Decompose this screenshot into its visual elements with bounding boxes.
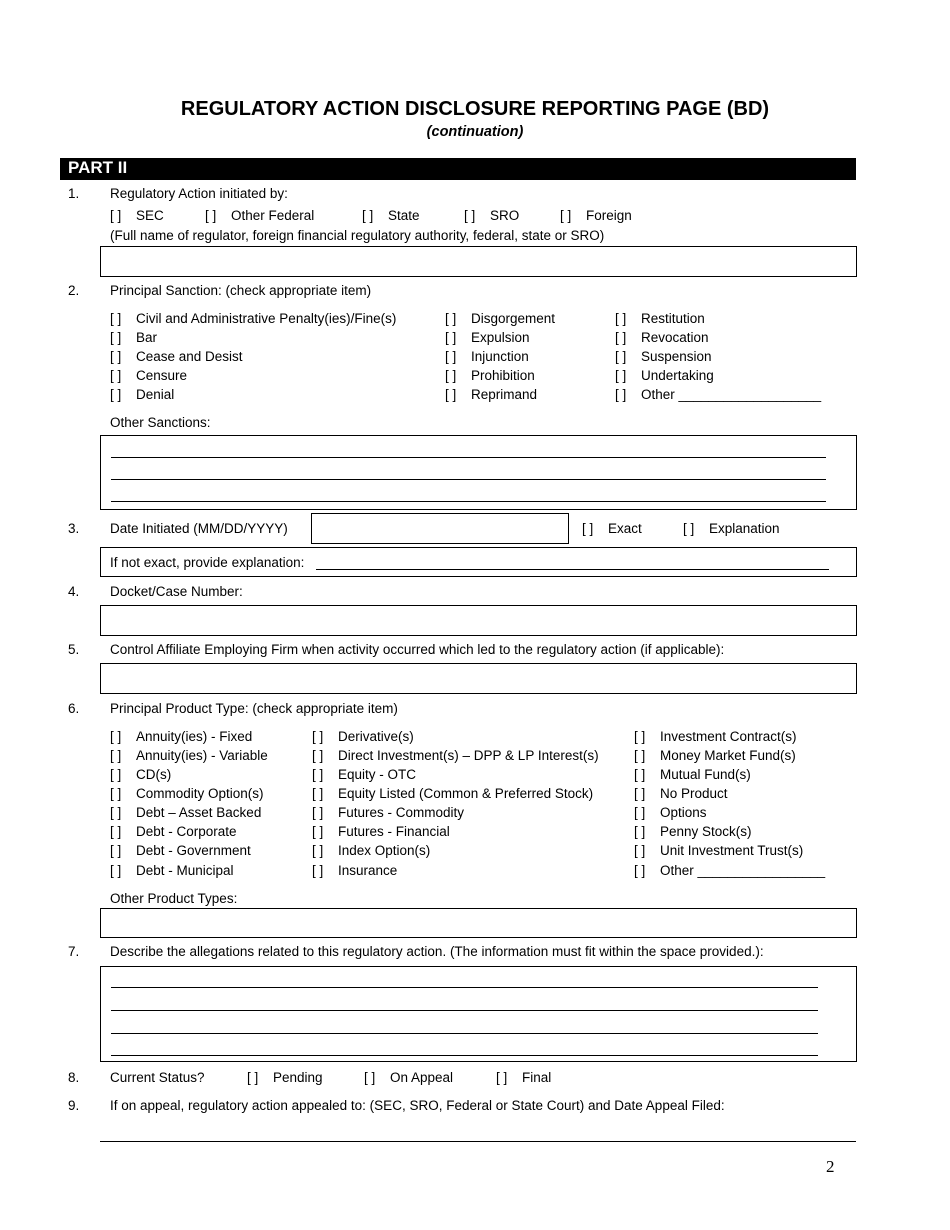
sanction-option-other[interactable]: [ ] Other ___________________ xyxy=(615,387,822,402)
product-option[interactable]: [ ] Penny Stock(s) xyxy=(634,824,752,839)
page-number: 2 xyxy=(826,1157,835,1176)
item-number: 2. xyxy=(68,283,80,298)
item-number: 6. xyxy=(68,701,80,716)
item-number: 8. xyxy=(68,1070,80,1085)
writing-line xyxy=(111,1055,818,1056)
section-header: PART II xyxy=(60,158,856,178)
item-number: 3. xyxy=(68,521,80,536)
sanction-option[interactable]: [ ] Cease and Desist xyxy=(110,349,243,364)
date-explanation-field[interactable] xyxy=(100,547,857,577)
product-option[interactable]: [ ] Annuity(ies) - Fixed xyxy=(110,729,253,744)
writing-line xyxy=(111,457,826,458)
product-option[interactable]: [ ] Money Market Fund(s) xyxy=(634,748,796,763)
sanction-option[interactable]: [ ] Revocation xyxy=(615,330,709,345)
other-sanctions-field[interactable] xyxy=(100,435,857,510)
writing-line xyxy=(111,501,826,502)
q1-option-state[interactable]: [ ] State xyxy=(362,208,420,223)
item-number: 4. xyxy=(68,584,80,599)
q5-label: Control Affiliate Employing Firm when activity occurred which led to the regulatory action (if applicable): xyxy=(110,642,725,657)
checkbox[interactable]: [ ] xyxy=(560,208,572,223)
product-option[interactable]: [ ] Investment Contract(s) xyxy=(634,729,797,744)
product-option[interactable]: [ ] Equity Listed (Common & Preferred Stock) xyxy=(312,786,594,801)
q1-option-sec[interactable]: [ ] SEC xyxy=(110,208,164,223)
product-option[interactable]: [ ] Commodity Option(s) xyxy=(110,786,264,801)
sanction-option[interactable]: [ ] Denial xyxy=(110,387,175,402)
product-option[interactable]: [ ] Debt - Municipal xyxy=(110,863,234,878)
footer-divider xyxy=(100,1141,856,1142)
product-option[interactable]: [ ] Options xyxy=(634,805,707,820)
q7-label: Describe the allegations related to this regulatory action. (The information must fit within the space provided.): xyxy=(110,944,764,959)
checkbox[interactable]: [ ] xyxy=(205,208,217,223)
docket-number-field[interactable] xyxy=(100,605,857,636)
q9-label: If on appeal, regulatory action appealed to: (SEC, SRO, Federal or State Court) and Date Appeal Filed: xyxy=(110,1098,725,1113)
sanction-option[interactable]: [ ] Undertaking xyxy=(615,368,714,383)
section-divider xyxy=(60,178,856,180)
date-explanation-option[interactable]: [ ] Explanation xyxy=(683,521,780,536)
q1-option-foreign[interactable]: [ ] Foreign xyxy=(560,208,632,223)
writing-line xyxy=(111,479,826,480)
product-option[interactable]: [ ] Insurance xyxy=(312,863,398,878)
writing-line xyxy=(111,1010,818,1011)
sanction-option[interactable]: [ ] Expulsion xyxy=(445,330,530,345)
product-option[interactable]: [ ] Debt – Asset Backed xyxy=(110,805,262,820)
regulator-name-field[interactable] xyxy=(100,246,857,277)
q8-label: Current Status? xyxy=(110,1070,205,1085)
status-on-appeal-option[interactable]: [ ] On Appeal xyxy=(364,1070,454,1085)
control-affiliate-field[interactable] xyxy=(100,663,857,694)
product-option[interactable]: [ ] Mutual Fund(s) xyxy=(634,767,751,782)
sanction-option[interactable]: [ ] Restitution xyxy=(615,311,705,326)
other-products-label: Other Product Types: xyxy=(110,891,238,906)
sanction-option[interactable]: [ ] Suspension xyxy=(615,349,712,364)
sanction-option[interactable]: [ ] Reprimand xyxy=(445,387,538,402)
product-option[interactable]: [ ] CD(s) xyxy=(110,767,172,782)
sanction-option[interactable]: [ ] Civil and Administrative Penalty(ies)/Fine(s) xyxy=(110,311,397,326)
checkbox[interactable]: [ ] xyxy=(362,208,374,223)
q1-option-other-federal[interactable]: [ ] Other Federal xyxy=(205,208,315,223)
product-option[interactable]: [ ] Debt - Government xyxy=(110,843,251,858)
date-initiated-field[interactable] xyxy=(311,513,569,544)
product-option[interactable]: [ ] Equity - OTC xyxy=(312,767,417,782)
checkbox[interactable]: [ ] xyxy=(110,208,122,223)
checkbox[interactable]: [ ] xyxy=(464,208,476,223)
product-option[interactable]: [ ] Debt - Corporate xyxy=(110,824,237,839)
product-option[interactable]: [ ] Direct Investment(s) – DPP & LP Interest(s) xyxy=(312,748,599,763)
item-number: 5. xyxy=(68,642,80,657)
q2-label: Principal Sanction: (check appropriate item) xyxy=(110,283,372,298)
date-explanation-label: If not exact, provide explanation: xyxy=(110,555,305,570)
q4-label: Docket/Case Number: xyxy=(110,584,243,599)
sanction-option[interactable]: [ ] Prohibition xyxy=(445,368,535,383)
sanction-option[interactable]: [ ] Injunction xyxy=(445,349,529,364)
writing-line xyxy=(316,569,829,570)
product-option[interactable]: [ ] Futures - Financial xyxy=(312,824,450,839)
item-number: 7. xyxy=(68,944,80,959)
page-title: REGULATORY ACTION DISCLOSURE REPORTING PAGE (BD) xyxy=(180,98,770,120)
product-option[interactable]: [ ] Futures - Commodity xyxy=(312,805,465,820)
product-option[interactable]: [ ] No Product xyxy=(634,786,728,801)
sanction-option[interactable]: [ ] Disgorgement xyxy=(445,311,556,326)
q1-option-sro[interactable]: [ ] SRO xyxy=(464,208,520,223)
status-pending-option[interactable]: [ ] Pending xyxy=(247,1070,323,1085)
page-subtitle: (continuation) xyxy=(426,124,524,140)
q1-label: Regulatory Action initiated by: xyxy=(110,186,288,201)
writing-line xyxy=(111,987,818,988)
product-option-other[interactable]: [ ] Other _________________ xyxy=(634,863,826,878)
allegations-field[interactable] xyxy=(100,966,857,1062)
sanction-option[interactable]: [ ] Bar xyxy=(110,330,158,345)
q3-label: Date Initiated (MM/DD/YYYY) xyxy=(110,521,288,536)
q6-label: Principal Product Type: (check appropriate item) xyxy=(110,701,398,716)
product-option[interactable]: [ ] Unit Investment Trust(s) xyxy=(634,843,804,858)
sanction-option[interactable]: [ ] Censure xyxy=(110,368,188,383)
other-products-field[interactable] xyxy=(100,908,857,938)
product-option[interactable]: [ ] Annuity(ies) - Variable xyxy=(110,748,268,763)
item-number: 9. xyxy=(68,1098,80,1113)
item-number: 1. xyxy=(68,186,80,201)
q1-note: (Full name of regulator, foreign financial regulatory authority, federal, state or SRO) xyxy=(110,228,605,243)
product-option[interactable]: [ ] Derivative(s) xyxy=(312,729,414,744)
date-exact-option[interactable]: [ ] Exact xyxy=(582,521,642,536)
writing-line xyxy=(111,1033,818,1034)
status-final-option[interactable]: [ ] Final xyxy=(496,1070,552,1085)
product-option[interactable]: [ ] Index Option(s) xyxy=(312,843,431,858)
other-sanctions-label: Other Sanctions: xyxy=(110,415,211,430)
